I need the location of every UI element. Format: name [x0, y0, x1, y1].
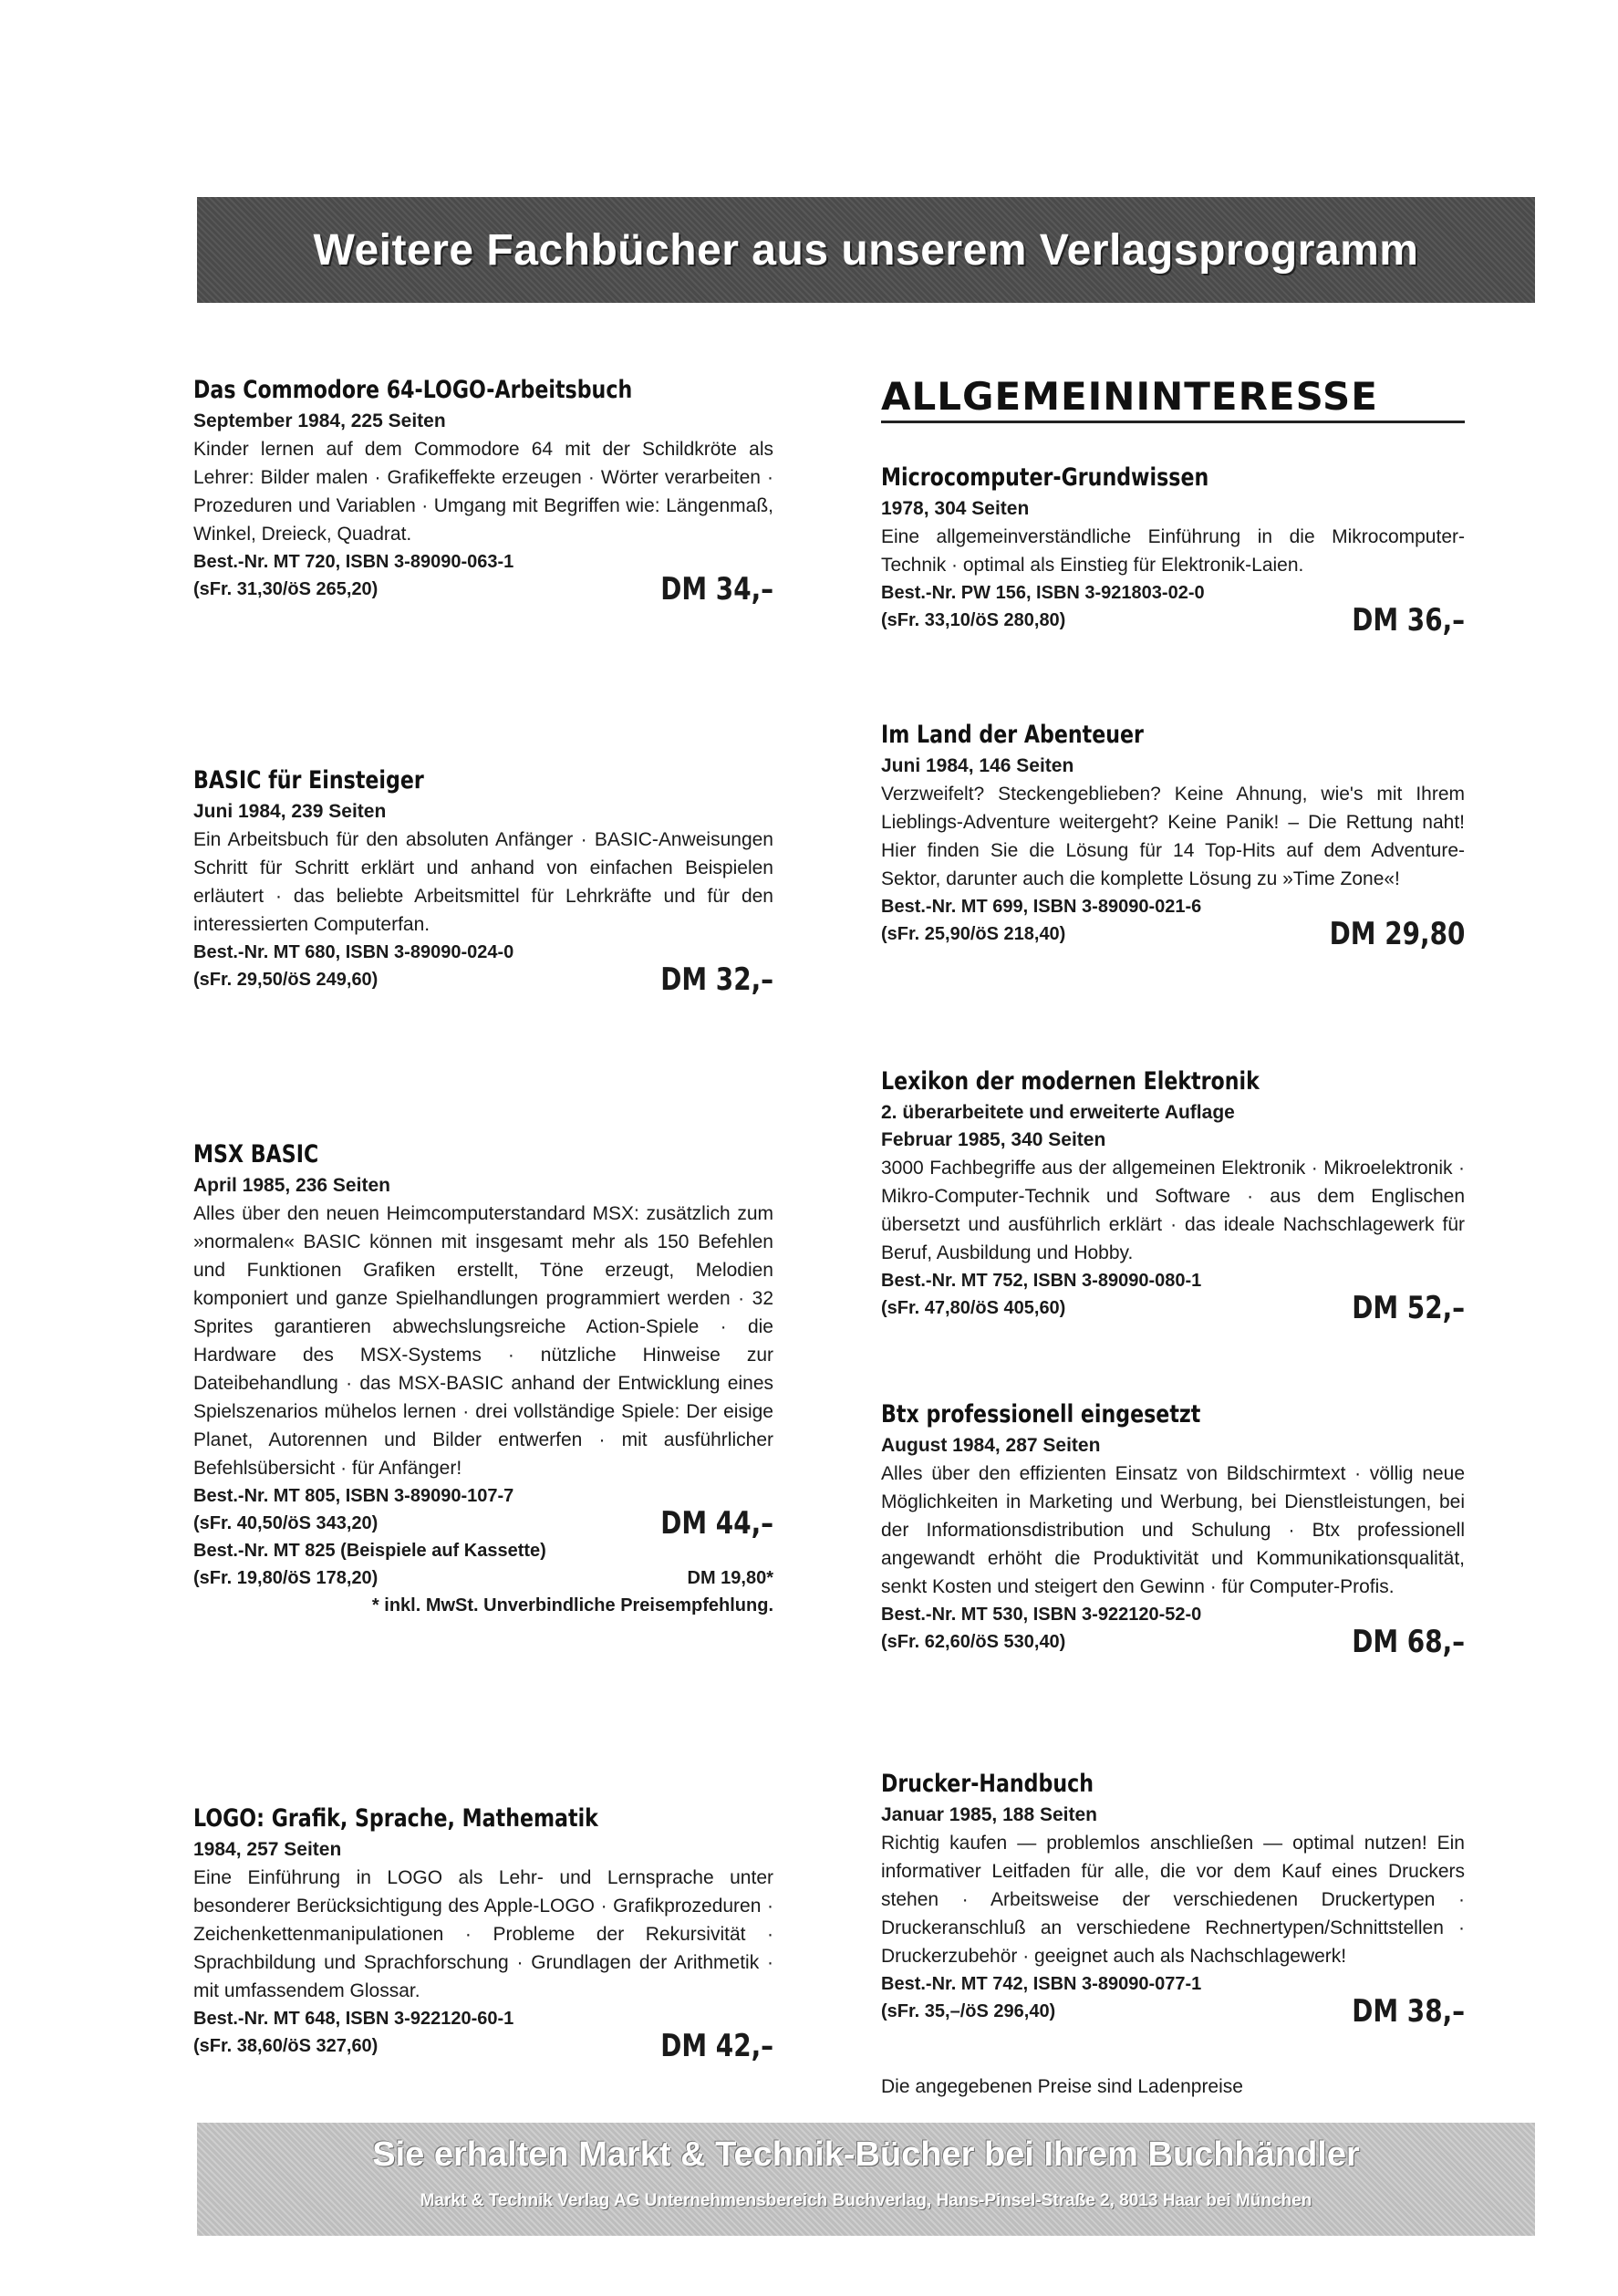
book-price: DM 36,–: [1352, 602, 1465, 639]
book-price: DM 29,80: [1329, 916, 1465, 952]
book-title: Btx professionell eingesetzt: [881, 1400, 1201, 1429]
book-entry: [881, 1400, 1465, 1660]
book-entry: [193, 1804, 773, 2064]
book-title: Microcomputer-Grundwissen: [881, 463, 1209, 492]
book-meta: Juni 1984, 239 Seiten: [193, 801, 387, 822]
book-meta: 1978, 304 Seiten: [881, 498, 1030, 519]
book-price: DM 68,–: [1352, 1624, 1465, 1660]
price-row: [881, 602, 1465, 639]
book-title: Im Land der Abenteuer: [881, 721, 1144, 749]
book-entry: [881, 463, 1465, 639]
book-title: Lexikon der modernen Elektronik: [881, 1067, 1260, 1096]
book-title: LOGO: Grafik, Sprache, Mathematik: [193, 1804, 598, 1833]
book-title: Drucker-Handbuch: [881, 1770, 1094, 1798]
book-description: Eine allgemeinverständliche Einführung in die Mikrocomputer-Technik · optimal als Einstieg für Elektronik-Laien.: [881, 526, 1465, 576]
price-row: [881, 1993, 1465, 2030]
price-row-cassette: [193, 1564, 773, 1592]
book-price: DM 42,–: [660, 2028, 773, 2064]
book-order-number: Best.-Nr. MT 648, ISBN 3-922120-60-1: [193, 2009, 514, 2029]
book-title: BASIC für Einsteiger: [193, 766, 424, 795]
book-order-number: Best.-Nr. PW 156, ISBN 3-921803-02-0: [881, 583, 1205, 603]
price-row: [193, 571, 773, 608]
book-meta: 2. überarbeitete und erweiterte Auflage: [881, 1102, 1235, 1123]
book-entry: [881, 721, 1465, 952]
book-foreign-prices: (sFr. 38,60/öS 327,60): [193, 2036, 379, 2056]
section-heading: [881, 374, 1465, 423]
book-price: DM 52,–: [1352, 1290, 1465, 1326]
book-order-number: Best.-Nr. MT 699, ISBN 3-89090-021-6: [881, 897, 1202, 917]
book-entry: [881, 1770, 1465, 2030]
book-description: Alles über den neuen Heimcomputerstandard MSX: zusätzlich zum »normalen« BASIC können mit insgesamt mehr als 150 Befehlen und Funktionen Grafiken erstellt, Töne erzeugt, Melodien komponiert und ganze Spielhandlungen programmiert werden · 32 Sprites garantieren abwechslungsreiche Action-Spiele · die Hardware des MSX-Systems · nützliche Hinweise zur Dateibehandlung · das MSX-BASIC anhand der Entwicklung eines Spielszenarios mühelos lernen · drei vollständige Spiele: Der eisige Planet, Autorennen und Bilder entwerfen · mit ausführlicher Befehlsübersicht · für Anfänger!: [193, 1203, 773, 1479]
book-description: Richtig kaufen — problemlos anschließen — optimal nutzen! Ein informativer Leitfaden für alle, die vor dem Kauf eines Druckers stehen · Arbeitsweise der verschiedenen Druckertypen · Druckeranschluß an verschiedene Rechnertypen/Schnittstellen · Druckerzubehör · geeignet auch als Nachschlagewerk!: [881, 1833, 1465, 1967]
book-foreign-prices: (sFr. 62,60/öS 530,40): [881, 1632, 1066, 1652]
price-row: [881, 916, 1465, 952]
book-foreign-prices: (sFr. 40,50/öS 343,20): [193, 1513, 379, 1533]
price-row: [193, 1505, 773, 1542]
book-description: Verzweifelt? Steckengeblieben? Keine Ahnung, wie's mit Ihrem Lieblings-Adventure weitergeht? Keine Panik! – Die Rettung naht! Hier finden Sie die Lösung für 14 Top-Hits auf dem Adventure-Sektor, darunter auch die komplette Lösung zu »Time Zone«!: [881, 784, 1465, 889]
header-banner-title: Weitere Fachbücher aus unserem Verlagsprogramm: [313, 225, 1419, 275]
book-foreign-prices: (sFr. 31,30/öS 265,20): [193, 579, 379, 599]
book-price: DM 38,–: [1352, 1993, 1465, 2030]
book-description: Eine Einführung in LOGO als Lehr- und Lernsprache unter besonderer Berücksichtigung des Apple-LOGO · Grafikprozeduren · Zeichenkettenmanipulationen · Probleme der Rekursivität · Sprachbildung und Sprachforschung · Grundlagen der Arithmetik · mit umfassendem Glossar.: [193, 1867, 773, 2001]
book-price: DM 32,–: [660, 961, 773, 998]
book-meta: April 1985, 236 Seiten: [193, 1175, 390, 1196]
book-entry: [193, 376, 773, 608]
book-foreign-prices: (sFr. 29,50/öS 249,60): [193, 970, 379, 990]
book-foreign-prices: (sFr. 35,–/öS 296,40): [881, 2001, 1056, 2021]
price-note: * inkl. MwSt. Unverbindliche Preisempfehlung.: [371, 1595, 773, 1616]
book-description: Alles über den effizienten Einsatz von Bildschirmtext · völlig neue Möglichkeiten in Marketing und Werbung, bei Dienstleistungen, bei der Informationsdistribution und Schulung · Btx professionell angewandt erhöht die Produktivität und Kommunikationsqualität, senkt Kosten und steigert den Gewinn · für Computer-Profis.: [881, 1463, 1465, 1597]
book-foreign-prices: (sFr. 25,90/öS 218,40): [881, 924, 1066, 944]
book-order-number: Best.-Nr. MT 720, ISBN 3-89090-063-1: [193, 552, 514, 572]
book-meta-date: Februar 1985, 340 Seiten: [881, 1129, 1106, 1150]
book-price-cassette: DM 19,80*: [687, 1568, 773, 1588]
price-row: [193, 961, 773, 998]
book-order-number: Best.-Nr. MT 805, ISBN 3-89090-107-7: [193, 1486, 514, 1506]
book-entry: [193, 766, 773, 998]
price-row: [193, 2028, 773, 2064]
book-meta: September 1984, 225 Seiten: [193, 410, 446, 431]
book-description: Kinder lernen auf dem Commodore 64 mit der Schildkröte als Lehrer: Bilder malen · Grafikeffekte erzeugen · Wörter verarbeiten · Prozeduren und Variablen · Umgang mit Begriffen wie: Längenmaß, Winkel, Dreieck, Quadrat.: [193, 439, 773, 545]
book-price: DM 44,–: [660, 1505, 773, 1542]
price-row: [881, 1290, 1465, 1326]
book-meta: 1984, 257 Seiten: [193, 1839, 342, 1860]
book-description: 3000 Fachbegriffe aus der allgemeinen Elektronik · Mikroelektronik · Mikro-Computer-Technik und Software · aus dem Englischen übersetzt und ausführlich erklärt · das ideale Nachschlagewerk für Beruf, Ausbildung und Hobby.: [881, 1158, 1465, 1263]
book-order-number: Best.-Nr. MT 752, ISBN 3-89090-080-1: [881, 1271, 1202, 1291]
price-row: [881, 1624, 1465, 1660]
book-meta: Juni 1984, 146 Seiten: [881, 755, 1074, 776]
book-title: MSX BASIC: [193, 1140, 319, 1169]
book-entry: [881, 1067, 1465, 1326]
book-price: DM 34,–: [660, 571, 773, 608]
book-order-number: Best.-Nr. MT 742, ISBN 3-89090-077-1: [881, 1974, 1202, 1994]
price-footnote: Die angegebenen Preise sind Ladenpreise: [881, 2076, 1243, 2097]
book-order-number: Best.-Nr. MT 680, ISBN 3-89090-024-0: [193, 942, 514, 962]
book-foreign-prices: (sFr. 47,80/öS 405,60): [881, 1298, 1066, 1318]
book-meta: August 1984, 287 Seiten: [881, 1435, 1101, 1456]
book-title: Das Commodore 64-LOGO-Arbeitsbuch: [193, 376, 633, 404]
footer-slogan: Sie erhalten Markt & Technik-Bücher bei Ihrem Buchhändler: [372, 2135, 1360, 2174]
book-entry: [193, 1140, 773, 1619]
section-heading-text: ALLGEMEININTERESSE: [881, 374, 1378, 419]
book-description: Ein Arbeitsbuch für den absoluten Anfänger · BASIC-Anweisungen Schritt für Schritt erklärt und anhand von einfachen Beispielen erläutert · das beliebte Arbeitsmittel für Lehrkräfte und für den interessierten Computerfan.: [193, 829, 773, 935]
header-banner: [197, 197, 1535, 303]
book-foreign-prices: (sFr. 33,10/öS 280,80): [881, 610, 1066, 630]
footer-address: Markt & Technik Verlag AG Unternehmensbereich Buchverlag, Hans-Pinsel-Straße 2, 8013 Haar bei München: [420, 2191, 1312, 2210]
footer-banner: [197, 2123, 1535, 2236]
book-foreign-prices-cassette: (sFr. 19,80/öS 178,20): [193, 1568, 379, 1588]
book-order-number-cassette: Best.-Nr. MT 825 (Beispiele auf Kassette): [193, 1541, 546, 1561]
book-order-number: Best.-Nr. MT 530, ISBN 3-922120-52-0: [881, 1605, 1202, 1625]
book-meta: Januar 1985, 188 Seiten: [881, 1804, 1097, 1825]
